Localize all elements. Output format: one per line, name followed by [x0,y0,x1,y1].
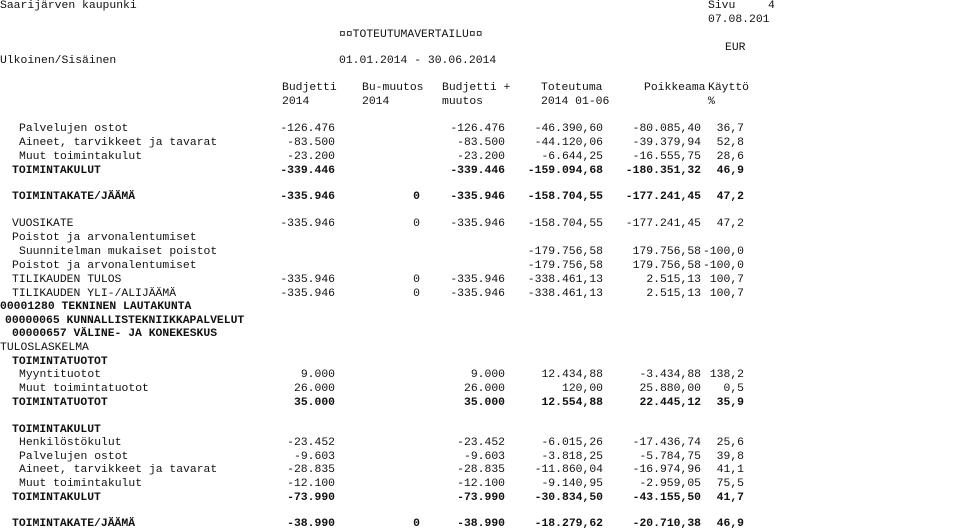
col-budget-plus-header: Budjetti + [442,82,511,94]
row-budget-plus: -335.946 [450,218,505,230]
row-actual: -338.461,13 [527,274,603,286]
row-actual: -158.704,55 [527,218,603,230]
row-actual: -11.860,04 [534,464,603,476]
row-usage: 138,2 [709,369,744,381]
row-actual: -18.279,62 [534,518,603,530]
col-deviation-header: Poikkeama [644,82,706,94]
col-change-year: 2014 [362,96,390,108]
row-usage: 35,9 [716,397,744,409]
row-label: Muut toimintakulut [19,478,143,490]
row-actual: 12.434,88 [541,369,603,381]
row-deviation: 179.756,58 [632,246,701,258]
row-budget: -335.946 [280,191,335,203]
row-label: Palvelujen ostot [19,123,129,135]
row-budget-plus: -23.200 [457,151,505,163]
col-budget-plus-sub: muutos [442,96,484,108]
row-budget: -9.603 [293,451,335,463]
col-actual-period: 2014 01-06 [541,96,610,108]
row-deviation: -3.434,88 [639,369,701,381]
row-label: Muut toimintatuotot [19,383,149,395]
row-usage: 46,9 [716,165,744,177]
col-budget-year: 2014 [282,96,310,108]
row-label: Aineet, tarvikkeet ja tavarat [19,464,218,476]
row-budget: 9.000 [300,369,335,381]
row-label: TOIMINTAKULUT [12,492,101,504]
row-budget: -335.946 [280,218,335,230]
row-actual: -158.704,55 [527,191,603,203]
row-label: TOIMINTAKATE/JÄÄMÄ [12,191,136,203]
col-usage-unit: % [708,96,715,108]
row-budget: -12.100 [287,478,335,490]
row-usage: 0,5 [723,383,744,395]
row-budget: 26.000 [293,383,335,395]
section-heading: TOIMINTAKULUT [12,424,101,436]
row-actual: -44.120,06 [534,137,603,149]
row-budget-plus: -9.603 [463,451,505,463]
row-usage: 39,8 [716,451,744,463]
row-budget: -339.446 [280,165,335,177]
row-budget: 35.000 [293,397,335,409]
currency: EUR [725,42,746,54]
row-label: Poistot ja arvonalentumiset [12,260,197,272]
row-deviation: 179.756,58 [632,260,701,272]
section-heading: 00000065 KUNNALLISTEKNIIKKAPALVELUT [5,315,245,327]
row-deviation: -16.974,96 [632,464,701,476]
row-label: TILIKAUDEN TULOS [12,274,122,286]
section-heading: 00001280 TEKNINEN LAUTAKUNTA [0,301,192,313]
section-heading: 00000657 VÄLINE- JA KONEKESKUS [12,328,218,340]
row-budget: -335.946 [280,288,335,300]
row-usage: 47,2 [716,191,744,203]
report-period: 01.01.2014 - 30.06.2014 [339,55,497,67]
row-usage: 75,5 [716,478,744,490]
row-actual: -30.834,50 [534,492,603,504]
row-label: Aineet, tarvikkeet ja tavarat [19,137,218,149]
row-budget-plus: -28.835 [457,464,505,476]
row-label: TOIMINTAKULUT [12,165,101,177]
row-budget-plus: -126.476 [450,123,505,135]
print-date: 07.08.201 [708,14,770,26]
row-budget-plus: -12.100 [457,478,505,490]
row-usage: 25,6 [716,437,744,449]
row-budget-plus: -38.990 [457,518,505,530]
row-actual: 120,00 [561,383,603,395]
row-budget-plus: -73.990 [457,492,505,504]
scope-label: Ulkoinen/Sisäinen [0,55,117,67]
col-actual-header: Toteutuma [541,82,603,94]
row-deviation: -39.379,94 [632,137,701,149]
row-label: Henkilöstökulut [19,437,122,449]
row-budget-plus: -339.446 [450,165,505,177]
col-change-header: Bu-muutos [362,82,424,94]
row-deviation: 25.880,00 [639,383,701,395]
row-actual: -179.756,58 [527,260,603,272]
row-change: 0 [413,191,420,203]
row-actual: -3.818,25 [541,451,603,463]
row-budget: -23.452 [287,437,335,449]
row-budget-plus: 9.000 [470,369,505,381]
row-budget: -73.990 [287,492,335,504]
row-label: Palvelujen ostot [19,451,129,463]
row-deviation: -2.959,05 [639,478,701,490]
row-change: 0 [413,518,420,530]
row-label: Poistot ja arvonalentumiset [12,232,197,244]
section-heading: TOIMINTATUOTOT [12,356,108,368]
row-budget: -335.946 [280,274,335,286]
row-actual: -46.390,60 [534,123,603,135]
row-actual: -6.015,26 [541,437,603,449]
row-label: VUOSIKATE [12,218,74,230]
row-budget-plus: -335.946 [450,274,505,286]
row-budget-plus: -83.500 [457,137,505,149]
row-deviation: -43.155,50 [632,492,701,504]
row-budget-plus: -23.452 [457,437,505,449]
row-usage: 52,8 [716,137,744,149]
row-budget-plus: -335.946 [450,191,505,203]
row-label: TOIMINTATUOTOT [12,397,108,409]
row-budget: -83.500 [287,137,335,149]
row-change: 0 [413,218,420,230]
row-usage: 41,1 [716,464,744,476]
row-label: Suunnitelman mukaiset poistot [19,246,218,258]
row-actual: -338.461,13 [527,288,603,300]
row-budget-plus: -335.946 [450,288,505,300]
row-budget-plus: 26.000 [463,383,505,395]
row-deviation: -17.436,74 [632,437,701,449]
row-deviation: 2.515,13 [646,288,701,300]
row-actual: -159.094,68 [527,165,603,177]
col-usage-header: Käyttö [708,82,750,94]
row-usage: 47,2 [716,218,744,230]
row-deviation: -80.085,40 [632,123,701,135]
row-label: Muut toimintakulut [19,151,143,163]
row-deviation: 2.515,13 [646,274,701,286]
row-label: TOIMINTAKATE/JÄÄMÄ [12,518,136,530]
row-usage: -100,0 [702,246,744,258]
row-usage: 46,9 [716,518,744,530]
row-change: 0 [413,274,420,286]
row-budget: -23.200 [287,151,335,163]
row-actual: -9.140,95 [541,478,603,490]
row-deviation: -16.555,75 [632,151,701,163]
organization-name: Saarijärven kaupunki [0,0,137,12]
row-deviation: -180.351,32 [625,165,701,177]
row-budget: -28.835 [287,464,335,476]
section-heading: TULOSLASKELMA [0,342,89,354]
col-budget-header: Budjetti [282,82,337,94]
row-deviation: -5.784,75 [639,451,701,463]
row-usage: 100,7 [709,288,744,300]
row-actual: -179.756,58 [527,246,603,258]
report-title: ¤¤TOTEUTUMAVERTAILU¤¤ [339,29,483,41]
row-label: Myyntituotot [19,369,102,381]
row-change: 0 [413,288,420,300]
row-budget-plus: 35.000 [463,397,505,409]
row-budget: -126.476 [280,123,335,135]
row-deviation: -20.710,38 [632,518,701,530]
row-actual: 12.554,88 [541,397,603,409]
row-label: TILIKAUDEN YLI-/ALIJÄÄMÄ [12,288,177,300]
row-deviation: -177.241,45 [625,191,701,203]
page-label: Sivu [708,0,736,12]
row-actual: -6.644,25 [541,151,603,163]
row-budget: -38.990 [287,518,335,530]
row-usage: 41,7 [716,492,744,504]
row-deviation: -177.241,45 [625,218,701,230]
row-usage: 36,7 [716,123,744,135]
row-usage: -100,0 [702,260,744,272]
page-number: 4 [768,0,775,12]
row-usage: 100,7 [709,274,744,286]
row-usage: 28,6 [716,151,744,163]
row-deviation: 22.445,12 [639,397,701,409]
